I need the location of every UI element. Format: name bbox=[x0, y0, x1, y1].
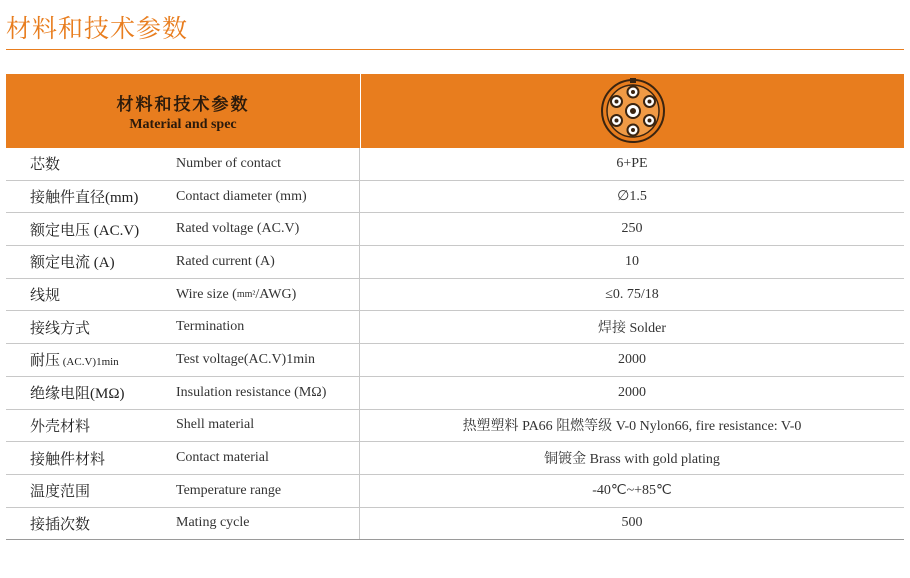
param-name-en: Rated current (A) bbox=[151, 246, 360, 278]
param-value: 500 bbox=[621, 515, 643, 531]
param-value-mid: PA66 bbox=[518, 419, 557, 435]
header-label-cell bbox=[6, 74, 361, 148]
param-unit-cn: (mm) bbox=[105, 190, 139, 207]
header-title-cn: 材料和技术参数 bbox=[116, 94, 250, 115]
table-row bbox=[6, 344, 904, 377]
param-name-cn: 芯数 bbox=[30, 155, 61, 174]
table-row bbox=[6, 442, 904, 475]
param-value: -40℃~+85℃ bbox=[592, 483, 672, 499]
param-value: Brass with gold plating bbox=[586, 452, 720, 468]
param-value-cn2: 阻燃等级 bbox=[556, 418, 613, 435]
param-value: 2000 bbox=[618, 384, 646, 400]
param-name-en: Wire size ( bbox=[176, 286, 237, 302]
param-unit-en: mm² bbox=[236, 289, 256, 301]
param-name-cn: 温度范围 bbox=[30, 482, 91, 501]
param-value-cn: 铜镀金 bbox=[544, 451, 587, 468]
param-value: 250 bbox=[621, 221, 643, 237]
param-name-cn: 接触件材料 bbox=[30, 449, 106, 468]
param-name-cn: 线规 bbox=[30, 286, 61, 305]
param-name-en: Insulation resistance (MΩ) bbox=[151, 377, 360, 409]
param-value: 10 bbox=[625, 253, 639, 269]
table-row bbox=[6, 475, 904, 508]
param-value: V-0 Nylon66, fire resistance: V-0 bbox=[612, 419, 802, 435]
table-row bbox=[6, 246, 904, 279]
param-name-cn: 接触件直径 bbox=[30, 188, 106, 207]
param-unit-cn: (AC.V)1min bbox=[60, 356, 119, 369]
table-row bbox=[6, 148, 904, 181]
table-header bbox=[6, 74, 904, 148]
param-unit-cn: (MΩ) bbox=[90, 386, 125, 403]
table-row bbox=[6, 213, 904, 246]
param-name-en: Number of contact bbox=[151, 148, 360, 180]
param-value-cn: 焊接 bbox=[597, 320, 626, 337]
param-unit-cn: (A) bbox=[90, 255, 115, 272]
title-rule bbox=[6, 49, 904, 50]
param-name-en: Mating cycle bbox=[151, 508, 360, 540]
param-value: 2000 bbox=[618, 351, 646, 367]
param-unit-cn: (AC.V) bbox=[90, 222, 140, 239]
param-name-en-tail: /AWG) bbox=[255, 286, 297, 302]
table-row bbox=[6, 311, 904, 344]
param-value: ≤0. 75/18 bbox=[605, 286, 659, 302]
param-name-en: Rated voltage (AC.V) bbox=[151, 213, 360, 245]
table-row bbox=[6, 377, 904, 410]
param-name-en: Shell material bbox=[151, 410, 360, 442]
param-value: ∅1.5 bbox=[617, 189, 647, 205]
connector-face-diagram-icon bbox=[600, 78, 666, 144]
param-name-cn: 绝缘电阻 bbox=[30, 384, 91, 403]
param-name-en: Termination bbox=[151, 311, 360, 343]
param-name-cn: 接插次数 bbox=[30, 514, 91, 533]
table-row bbox=[6, 508, 904, 541]
spec-table bbox=[6, 74, 904, 540]
param-value: Solder bbox=[625, 321, 667, 337]
header-image-cell bbox=[361, 74, 904, 148]
param-name-cn: 外壳材料 bbox=[30, 416, 91, 435]
param-value-cn: 热塑塑料 bbox=[462, 418, 519, 435]
param-name-en: Contact material bbox=[151, 442, 360, 474]
table-row bbox=[6, 410, 904, 443]
param-value: 6+PE bbox=[616, 155, 648, 171]
table-row bbox=[6, 181, 904, 214]
param-name-cn: 额定电流 bbox=[30, 253, 91, 272]
param-name-en: Test voltage(AC.V)1min bbox=[151, 344, 360, 376]
page-title: 材料和技术参数 bbox=[6, 14, 189, 43]
header-title-en: Material and spec bbox=[129, 116, 237, 132]
param-name-en: Contact diameter (mm) bbox=[151, 181, 360, 213]
param-name-en: Temperature range bbox=[151, 475, 360, 507]
param-name-cn: 耐压 bbox=[30, 351, 61, 370]
table-row bbox=[6, 279, 904, 312]
param-name-cn: 接线方式 bbox=[30, 318, 91, 337]
param-name-cn: 额定电压 bbox=[30, 220, 91, 239]
